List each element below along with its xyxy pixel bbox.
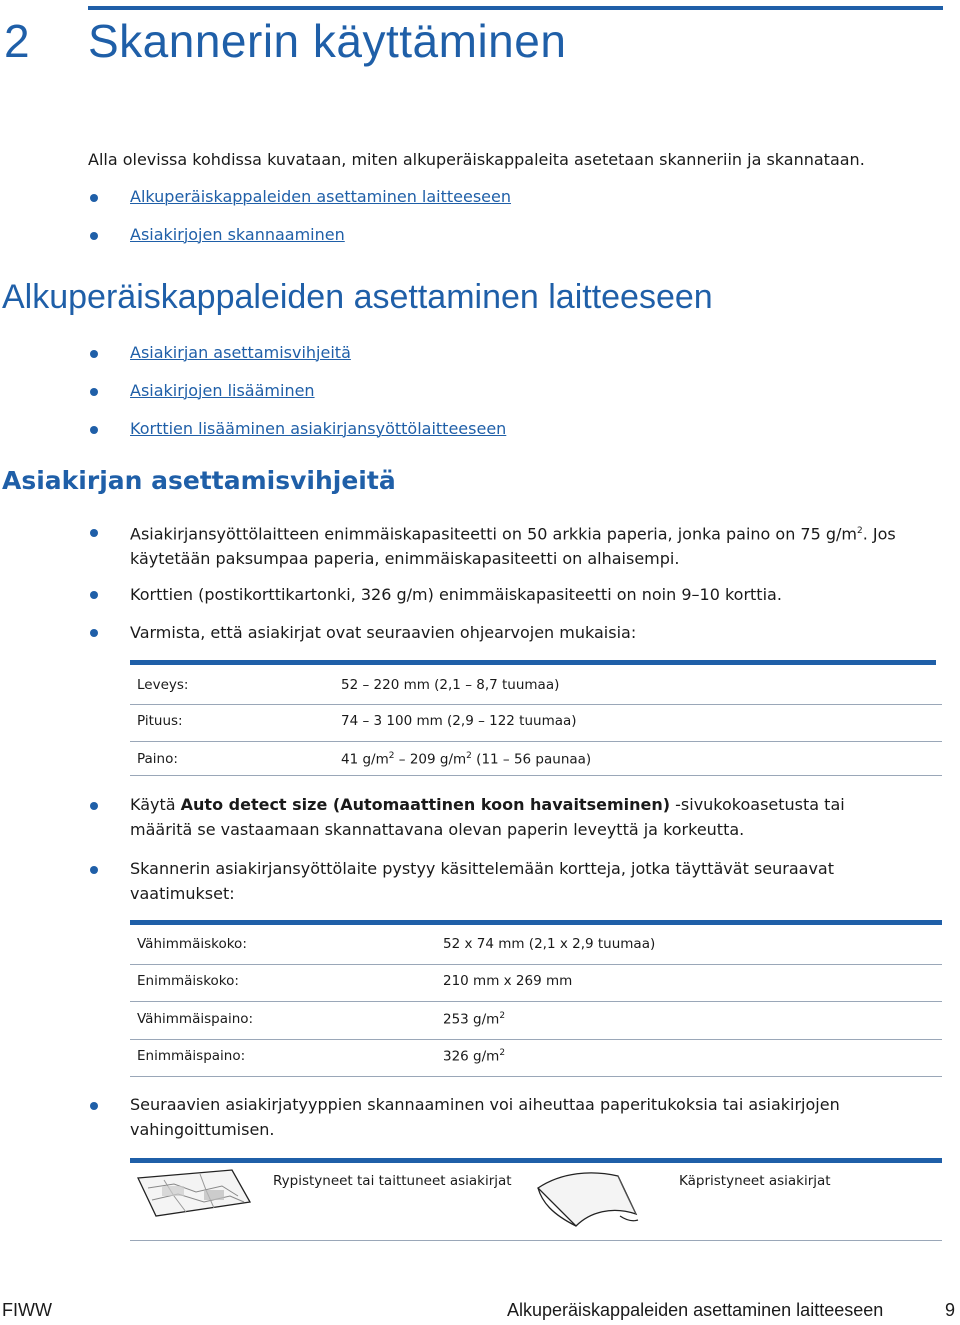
- intro-text: Alla olevissa kohdissa kuvataan, miten alkuperäiskappaleita asetetaan skanneriin ja skannataan.: [88, 150, 865, 169]
- chapter-number: 2: [4, 15, 30, 67]
- auto-detect-option-name: Auto detect size (Automaattinen koon havaitseminen): [180, 795, 671, 814]
- section-title: Alkuperäiskappaleiden asettaminen laitteeseen: [2, 278, 713, 316]
- bullet-icon: [90, 426, 98, 434]
- superscript: 2: [466, 751, 472, 761]
- bullet-icon: [90, 194, 98, 202]
- table-bottom-rule: [130, 775, 942, 776]
- link-loading-documents[interactable]: Asiakirjojen lisääminen: [130, 381, 315, 400]
- superscript: 2: [388, 751, 395, 761]
- min-weight-value: 253 g/m: [443, 1011, 500, 1028]
- tip-capacity-text: Asiakirjansyöttölaitteen enimmäiskapasiteetti on 50 arkkia paperia, jonka paino on 75 g/m: [130, 524, 857, 544]
- tip-auto-detect-text-line2: määritä se vastaamaan skannattavana olevan paperin leveyttä ja korkeutta.: [130, 820, 745, 839]
- tip-auto-detect: [130, 792, 945, 842]
- tip-capacity: [130, 519, 945, 571]
- figure-caption-curled: Käpristyneet asiakirjat: [679, 1173, 831, 1189]
- tip-card-requirements: [130, 856, 945, 906]
- weight-max: – 209 g/m: [394, 751, 467, 768]
- figure-table-bottom-rule: [130, 1240, 942, 1241]
- bullet-icon: [90, 529, 98, 537]
- chapter-title: Skannerin käyttäminen: [88, 15, 567, 67]
- figure-caption-wrinkled: Rypistyneet tai taittuneet asiakirjat: [273, 1173, 512, 1189]
- tip-card-capacity: Korttien (postikorttikartonki, 326 g/m) enimmäiskapasiteetti on noin 9–10 korttia.: [130, 585, 782, 604]
- page-number: 9: [945, 1300, 956, 1320]
- table-label: Leveys:: [137, 677, 189, 693]
- table-label: Vähimmäiskoko:: [137, 936, 247, 952]
- table-value: 52 x 74 mm (2,1 x 2,9 tuumaa): [443, 936, 656, 952]
- tip-problem-documents-line1: Seuraavien asiakirjatyyppien skannaaminen voi aiheuttaa paperitukoksia tai asiakirjojen: [130, 1095, 840, 1114]
- table-row-divider: [130, 741, 942, 742]
- tip-guidelines: Varmista, että asiakirjat ovat seuraavien ohjearvojen mukaisia:: [130, 623, 637, 642]
- table-label: Paino:: [137, 751, 178, 767]
- table-top-rule: [130, 660, 936, 665]
- weight-pounds: (11 – 56 paunaa): [471, 751, 592, 768]
- tip-capacity-text-line2: käytetään paksumpaa paperia, enimmäiskapasiteetti on alhaisempi.: [130, 549, 680, 569]
- bullet-icon: [90, 388, 98, 396]
- superscript: 2: [499, 1011, 506, 1021]
- wrinkled-document-illustration: [134, 1166, 254, 1222]
- table-label: Vähimmäispaino:: [137, 1011, 254, 1027]
- bullet-icon: [90, 232, 98, 240]
- link-loading-tips[interactable]: Asiakirjan asettamisvihjeitä: [130, 343, 351, 362]
- footer-left: FIWW: [2, 1300, 52, 1320]
- table-row-divider: [130, 704, 942, 705]
- document-spec-table: [130, 660, 936, 665]
- bullet-icon: [90, 350, 98, 358]
- table-label: Pituus:: [137, 713, 183, 729]
- table-value: 52 – 220 mm (2,1 – 8,7 tuumaa): [341, 677, 560, 693]
- tip-capacity-text-end: . Jos: [862, 524, 896, 544]
- bullet-icon: [90, 802, 98, 810]
- weight-min: 41 g/m: [341, 751, 389, 768]
- figure-table-top-rule: [130, 1158, 942, 1163]
- tip-problem-documents: [130, 1092, 945, 1142]
- chapter-top-rule: [88, 6, 943, 10]
- footer-section-title: Alkuperäiskappaleiden asettaminen laitteeseen: [507, 1300, 884, 1320]
- max-weight-value: 326 g/m: [443, 1048, 500, 1065]
- link-scanning-documents[interactable]: Asiakirjojen skannaaminen: [130, 225, 345, 244]
- tip-auto-detect-text-end: -sivukokoasetusta tai: [670, 795, 845, 814]
- card-table-top-rule: [130, 920, 942, 925]
- link-loading-originals[interactable]: Alkuperäiskappaleiden asettaminen laitteeseen: [130, 187, 512, 206]
- tip-auto-detect-text: Käytä: [130, 795, 181, 814]
- bullet-icon: [90, 629, 98, 637]
- table-row-divider: [130, 964, 942, 965]
- link-loading-cards[interactable]: Korttien lisääminen asiakirjansyöttölaitteeseen: [130, 419, 507, 438]
- table-row-divider: [130, 1039, 942, 1040]
- curled-document-illustration: [532, 1166, 642, 1232]
- table-bottom-rule: [130, 1076, 942, 1077]
- table-value: [341, 751, 591, 768]
- subsection-title: Asiakirjan asettamisvihjeitä: [2, 466, 396, 495]
- tip-card-requirements-line1: Skannerin asiakirjansyöttölaite pystyy käsittelemään kortteja, jotka täyttävät seuraavat: [130, 859, 834, 878]
- superscript: 2: [499, 1048, 506, 1058]
- bullet-icon: [90, 1102, 98, 1110]
- table-value: [443, 1048, 505, 1065]
- table-row-divider: [130, 1001, 942, 1002]
- table-value: 210 mm x 269 mm: [443, 973, 573, 989]
- table-label: Enimmäiskoko:: [137, 973, 239, 989]
- superscript: 2: [857, 526, 863, 536]
- table-label: Enimmäispaino:: [137, 1048, 246, 1064]
- tip-card-requirements-line2: vaatimukset:: [130, 884, 235, 903]
- table-value: 74 – 3 100 mm (2,9 – 122 tuumaa): [341, 713, 577, 729]
- table-value: [443, 1011, 505, 1028]
- tip-problem-documents-line2: vahingoittumisen.: [130, 1120, 275, 1139]
- bullet-icon: [90, 591, 98, 599]
- bullet-icon: [90, 866, 98, 874]
